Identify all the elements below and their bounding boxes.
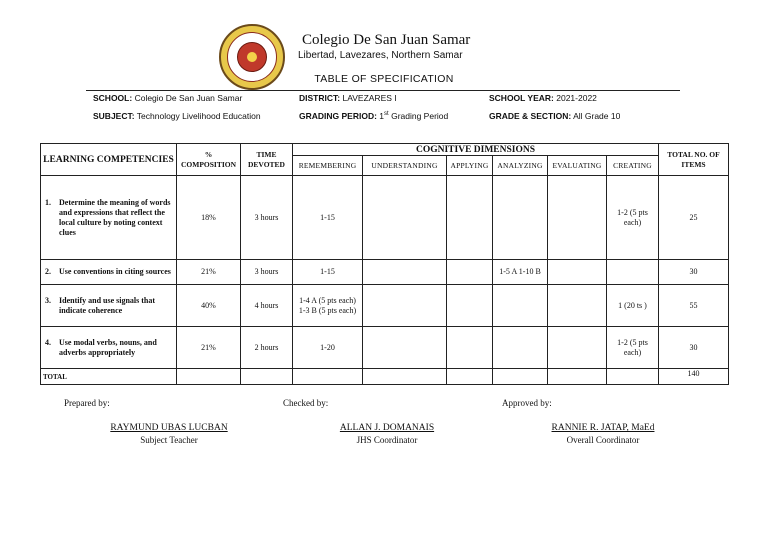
total-cell: 25	[659, 176, 729, 260]
creating-cell: 1-2 (5 pts each)	[607, 327, 659, 369]
grading-period-suffix: st	[384, 111, 389, 118]
applying-cell	[447, 260, 493, 285]
row-number: 1.	[45, 197, 51, 207]
school-address: Libertad, Lavezares, Northern Samar	[298, 50, 463, 61]
empty-cell	[241, 369, 293, 385]
row-number: 3.	[45, 295, 51, 305]
school-name: Colegio De San Juan Samar	[302, 32, 471, 48]
analyzing-cell	[493, 176, 548, 260]
applying-cell	[447, 285, 493, 327]
header-applying: APPLYING	[447, 156, 493, 176]
empty-cell	[447, 369, 493, 385]
header-creating: CREATING	[607, 156, 659, 176]
approved-by-label: Approved by:	[502, 398, 552, 408]
empty-cell	[493, 369, 548, 385]
header-time-devoted: TIME DEVOTED	[241, 144, 293, 176]
header-analyzing: ANALYZING	[493, 156, 548, 176]
time-cell: 2 hours	[241, 327, 293, 369]
remembering-cell: 1-4 A (5 pts each) 1-3 B (5 pts each)	[293, 285, 363, 327]
grand-total-value: 140	[659, 369, 729, 385]
evaluating-cell	[548, 285, 607, 327]
composition-cell: 21%	[177, 327, 241, 369]
remembering-cell: 1-15	[293, 176, 363, 260]
table-row	[41, 260, 729, 285]
total-label: TOTAL	[41, 369, 177, 385]
total-cell: 55	[659, 285, 729, 327]
grade-section-label: GRADE & SECTION:	[489, 111, 572, 121]
creating-cell: 1 (20 ts )	[607, 285, 659, 327]
remembering-cell: 1-15	[293, 260, 363, 285]
competency-text: Identify and use signals that indicate coherence	[59, 295, 156, 315]
grading-period-number: 1	[379, 111, 385, 121]
understanding-cell	[363, 260, 447, 285]
district-value: LAVEZARES I	[342, 93, 397, 103]
approved-by-name: RANNIE R. JATAP, MaEd	[551, 423, 655, 433]
checked-by-label: Checked by:	[283, 398, 329, 408]
subject-info	[93, 111, 261, 121]
header-evaluating: EVALUATING	[548, 156, 607, 176]
time-cell: 3 hours	[241, 260, 293, 285]
applying-cell	[447, 327, 493, 369]
total-cell: 30	[659, 260, 729, 285]
empty-cell	[607, 369, 659, 385]
composition-cell: 18%	[177, 176, 241, 260]
header-cognitive-dimensions: COGNITIVE DIMENSIONS	[293, 144, 659, 156]
header-total-items: TOTAL NO. OF ITEMS	[659, 144, 729, 176]
understanding-cell	[363, 327, 447, 369]
subject-label: SUBJECT:	[93, 111, 135, 121]
understanding-cell	[363, 176, 447, 260]
competency-text: Determine the meaning of words and expressions that reflect the local culture by noting context clues	[59, 197, 171, 237]
school-label: SCHOOL:	[93, 93, 133, 103]
school-value: Colegio De San Juan Samar	[134, 93, 243, 103]
checked-by-role: JHS Coordinator	[356, 435, 418, 445]
empty-cell	[548, 369, 607, 385]
evaluating-cell	[548, 260, 607, 285]
creating-cell	[607, 260, 659, 285]
competency-cell	[41, 327, 177, 369]
approved-by-role: Overall Coordinator	[566, 435, 640, 445]
header-understanding: UNDERSTANDING	[363, 156, 447, 176]
competency-cell	[41, 176, 177, 260]
grade-section-value: All Grade 10	[573, 111, 621, 121]
evaluating-cell	[548, 176, 607, 260]
subject-value: Technology Livelihood Education	[136, 111, 261, 121]
prepared-by-name: RAYMUND UBAS LUCBAN	[110, 423, 228, 433]
school-year-value: 2021-2022	[556, 93, 597, 103]
applying-cell	[447, 176, 493, 260]
specification-table	[40, 143, 729, 385]
understanding-cell	[363, 285, 447, 327]
composition-cell: 21%	[177, 260, 241, 285]
competency-cell	[41, 260, 177, 285]
table-row	[41, 285, 729, 327]
table-header-row	[41, 144, 729, 156]
grading-period-value: Grading Period	[391, 111, 449, 121]
analyzing-cell: 1-5 A 1-10 B	[493, 260, 548, 285]
table-total-row	[41, 369, 729, 385]
school-year-info	[489, 93, 597, 103]
header-remembering: REMEMBERING	[293, 156, 363, 176]
document-title: TABLE OF SPECIFICATION	[314, 73, 454, 85]
competency-cell	[41, 285, 177, 327]
table-row	[41, 176, 729, 260]
school-info	[93, 93, 242, 103]
school-year-label: SCHOOL YEAR:	[489, 93, 554, 103]
header-competencies: LEARNING COMPETENCIES	[41, 144, 177, 176]
district-info	[299, 93, 397, 103]
empty-cell	[177, 369, 241, 385]
grade-section-info	[489, 111, 620, 121]
total-cell: 30	[659, 327, 729, 369]
prepared-by-label: Prepared by:	[64, 398, 110, 408]
row-number: 4.	[45, 337, 51, 347]
time-cell: 3 hours	[241, 176, 293, 260]
grading-period-info	[299, 111, 448, 121]
analyzing-cell	[493, 327, 548, 369]
prepared-by-role: Subject Teacher	[140, 435, 198, 445]
analyzing-cell	[493, 285, 548, 327]
composition-cell: 40%	[177, 285, 241, 327]
header-composition: % COMPOSITION	[177, 144, 241, 176]
creating-cell: 1-2 (5 pts each)	[607, 176, 659, 260]
time-cell: 4 hours	[241, 285, 293, 327]
district-label: DISTRICT:	[299, 93, 341, 103]
empty-cell	[293, 369, 363, 385]
empty-cell	[363, 369, 447, 385]
row-number: 2.	[45, 267, 51, 276]
remembering-cell: 1-20	[293, 327, 363, 369]
competency-text: Use modal verbs, nouns, and adverbs appropriately	[59, 337, 157, 357]
header-divider	[86, 90, 680, 91]
table-row	[41, 327, 729, 369]
checked-by-name: ALLAN J. DOMANAIS	[339, 423, 435, 433]
evaluating-cell	[548, 327, 607, 369]
competency-text: Use conventions in citing sources	[59, 267, 171, 276]
grading-period-label: GRADING PERIOD:	[299, 111, 377, 121]
